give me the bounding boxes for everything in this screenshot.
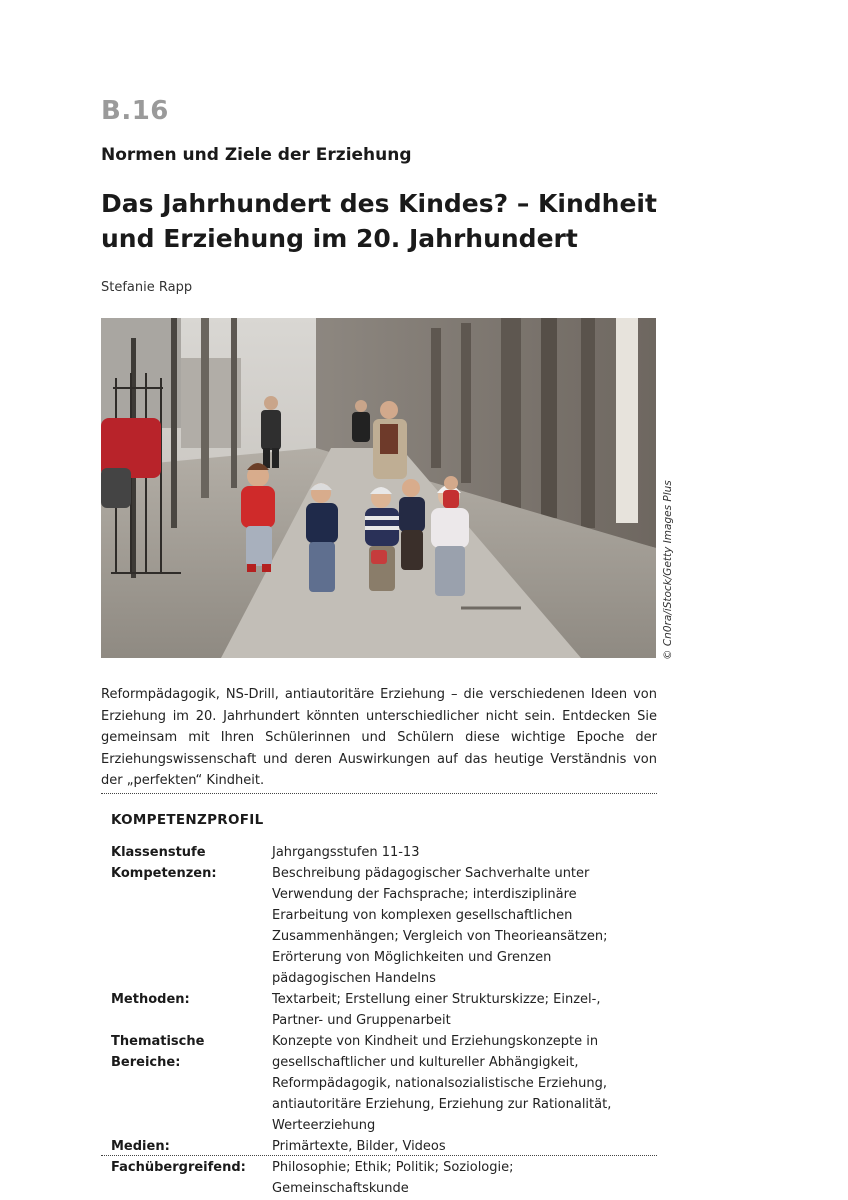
profile-heading: KOMPETENZPROFIL — [111, 812, 264, 828]
profile-label: Thematische Bereiche: — [111, 1034, 205, 1070]
title-line-2: und Erziehung im 20. Jahrhundert — [101, 224, 578, 253]
profile-row-methods — [111, 989, 651, 1031]
title-line-1: Das Jahrhundert des Kindes? – Kindheit — [101, 189, 657, 218]
profile-label: Methoden: — [111, 992, 190, 1007]
profile-row-topics — [111, 1031, 651, 1136]
photo-credit — [660, 480, 675, 830]
profile-value: Jahrgangsstufen 11-13 — [272, 845, 420, 860]
page-title — [101, 186, 721, 256]
profile-row-media — [111, 1136, 651, 1157]
profile-label: Medien: — [111, 1139, 170, 1154]
profile-label: Fachübergreifend: — [111, 1160, 246, 1175]
unit-code: B.16 — [101, 96, 169, 126]
intro-paragraph: Reformpädagogik, NS-Drill, antiautoritäre Erziehung – die verschiedenen Ideen von Erziehung im 20. Jahrhundert könnten unterschiedlicher nicht sein. Entdecken Sie gemeinsam mit Ihren Schülerinnen und Schülern diese wichtige Epoche der Erziehungswissenschaft und deren Auswirkungen auf das heutige Verständnis von der „perfekten“ Kindheit. — [101, 687, 657, 788]
cover-photo — [101, 318, 656, 658]
profile-row-competencies — [111, 863, 651, 989]
divider-bottom — [101, 1155, 657, 1156]
street-scene-illustration — [101, 318, 656, 658]
profile-value: Primärtexte, Bilder, Videos — [272, 1139, 446, 1154]
profile-value: Philosophie; Ethik; Politik; Soziologie; Gemeinschaftskunde — [272, 1160, 514, 1196]
profile-value: Beschreibung pädagogischer Sachverhalte unter Verwendung der Fachsprache; interdisziplinäre Erarbeitung von komplexen gesellschaftlichen Zusammenhängen; Vergleich von Theorieansätzen; Erörterung von Möglichkeiten und Grenzen pädagogischen Handelns — [272, 866, 608, 986]
competency-profile — [111, 812, 651, 1199]
profile-label: Klassenstufe — [111, 845, 206, 860]
photo-credit-text: © Cn0ra/iStock/Getty Images Plus — [662, 480, 674, 660]
author-name: Stefanie Rapp — [101, 280, 193, 295]
series-title: Normen und Ziele der Erziehung — [101, 145, 412, 165]
divider-top — [101, 793, 657, 794]
profile-row-grade — [111, 842, 651, 863]
profile-value: Konzepte von Kindheit und Erziehungskonzepte in gesellschaftlicher und kultureller Abhängigkeit, Reformpädagogik, nationalsozialistische Erziehung, antiautoritäre Erziehung, Erziehung zur Rationalität, Werteerziehung — [272, 1034, 612, 1133]
profile-row-crosscurricular — [111, 1157, 651, 1199]
profile-label: Kompetenzen: — [111, 866, 217, 881]
profile-value: Textarbeit; Erstellung einer Strukturskizze; Einzel-, Partner- und Gruppenarbeit — [272, 992, 601, 1028]
